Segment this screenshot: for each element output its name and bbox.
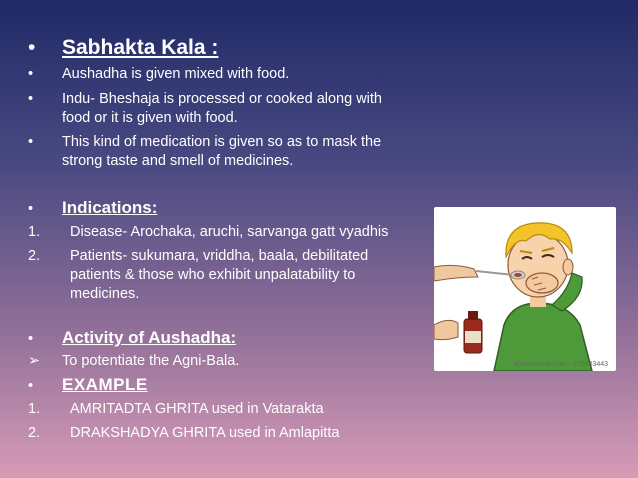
bullet-marker: • [28, 66, 34, 82]
boy-refusing-medicine-icon [434, 207, 616, 371]
boy-medicine-illustration [434, 207, 616, 371]
indication-item-2 [28, 248, 368, 264]
bullet-marker: • [28, 91, 34, 107]
indication-item-2-cont-1: patients & those who exhibit unpalatability to [70, 267, 356, 283]
bullet-marker: • [28, 331, 34, 347]
indications-heading: Indications: [62, 198, 158, 217]
bullet-marker: • [28, 134, 34, 150]
example-text: DRAKSHADYA GHRITA used in Amlapitta [70, 425, 340, 441]
activity-item [28, 353, 239, 369]
example-item-2 [28, 425, 339, 441]
activity-text: To potentiate the Agni-Bala. [62, 353, 240, 369]
bullet-marker: • [28, 201, 34, 217]
activity-heading: Activity of Aushadha: [62, 328, 237, 347]
activity-heading-line [28, 328, 236, 348]
bullet-marker: • [28, 378, 34, 394]
intro-bullet-1 [28, 66, 289, 82]
slide-title: Sabhakta Kala : [62, 36, 219, 59]
indications-heading-line [28, 198, 157, 218]
number-marker: 2. [28, 248, 41, 264]
image-watermark: shutterstock.com · 229843443 [513, 361, 608, 368]
item-text: Disease- Arochaka, aruchi, sarvanga gatt vyadhis [70, 224, 389, 240]
example-item-1 [28, 401, 324, 417]
intro-bullet-2 [28, 91, 382, 107]
intro-bullet-2-cont: food or it is given with food. [62, 110, 238, 126]
intro-bullet-3-cont: strong taste and smell of medicines. [62, 153, 294, 169]
slide-title-line [28, 36, 218, 60]
number-marker: 1. [28, 401, 41, 417]
indication-item-2-cont-2: medicines. [70, 286, 140, 302]
example-heading: EXAMPLE [62, 375, 148, 394]
bullet-text: Aushadha is given mixed with food. [62, 66, 290, 82]
bullet-text: This kind of medication is given so as to mask the [62, 134, 382, 150]
bullet-text: Indu- Bheshaja is processed or cooked along with [62, 91, 382, 107]
example-heading-line [28, 375, 148, 395]
intro-bullet-3 [28, 134, 381, 150]
number-marker: 2. [28, 425, 41, 441]
indication-item-1 [28, 224, 388, 240]
example-text: AMRITADTA GHRITA used in Vatarakta [70, 401, 324, 417]
bullet-marker: • [28, 36, 36, 59]
number-marker: 1. [28, 224, 41, 240]
item-text: Patients- sukumara, vriddha, baala, debilitated [70, 248, 369, 264]
arrow-marker: ➢ [28, 353, 41, 369]
